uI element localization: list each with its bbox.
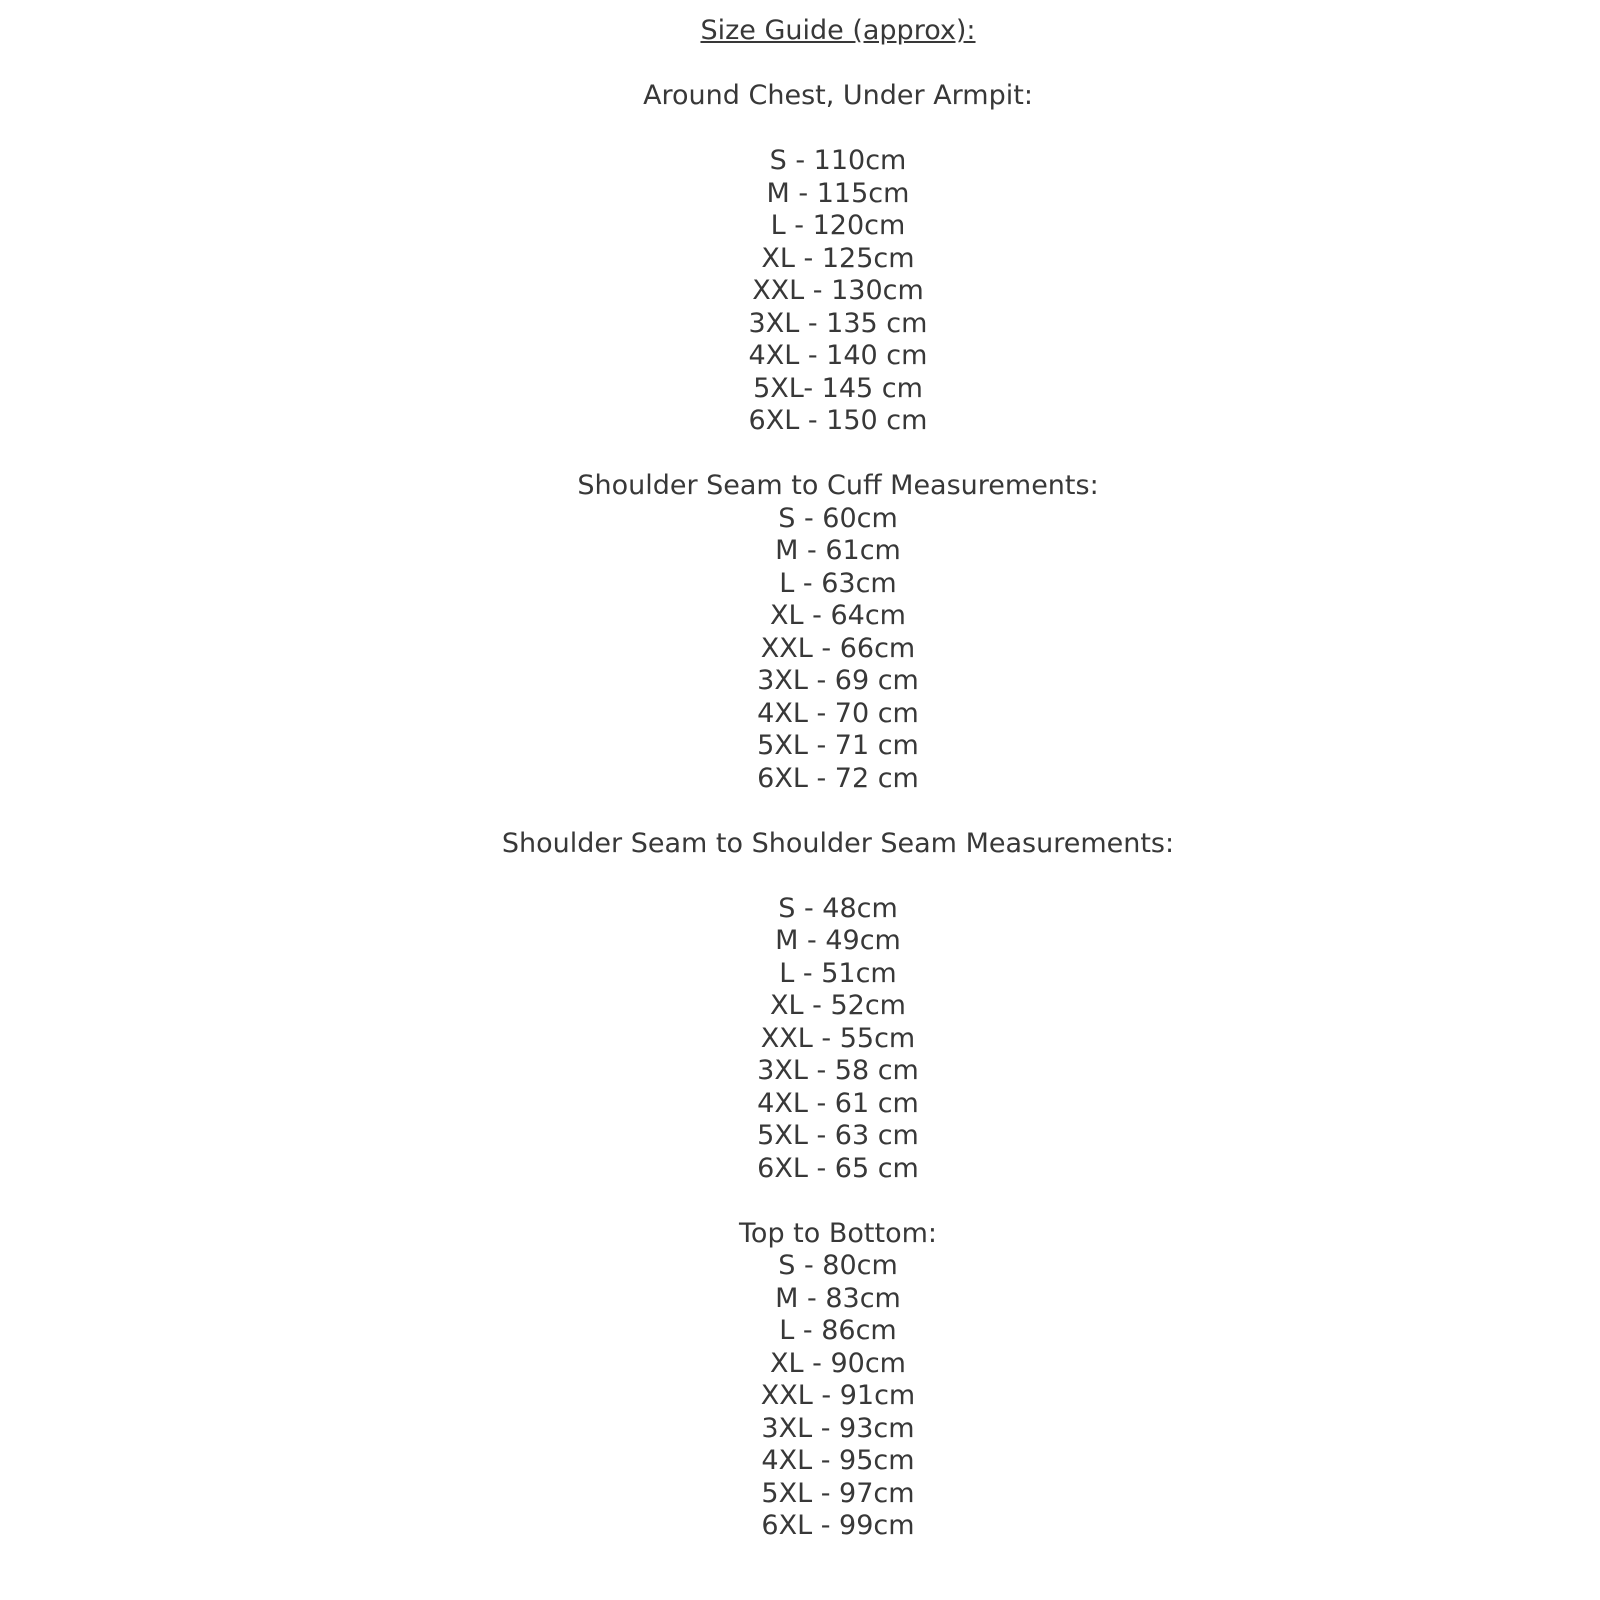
- section-top-to-bottom: [76, 1218, 1600, 1543]
- size-row: M - 49cm: [775, 925, 901, 956]
- size-row: L - 120cm: [770, 210, 906, 241]
- size-row: 5XL - 97cm: [761, 1477, 915, 1509]
- size-row: 5XL - 63 cm: [757, 1120, 919, 1151]
- section-shoulder-to-cuff: [76, 470, 1600, 795]
- section-heading: Top to Bottom:: [739, 1217, 937, 1249]
- size-row: 3XL - 69 cm: [757, 665, 919, 696]
- size-row: 4XL - 61 cm: [757, 1087, 919, 1119]
- size-row: 6XL - 99cm: [761, 1510, 915, 1541]
- size-row: L - 51cm: [779, 957, 897, 989]
- size-row: L - 86cm: [779, 1315, 897, 1346]
- page-title: Size Guide (approx):: [700, 15, 976, 46]
- size-row: 3XL - 135 cm: [748, 307, 928, 339]
- size-row: 4XL - 95cm: [761, 1445, 915, 1476]
- size-row: 5XL- 145 cm: [753, 372, 923, 404]
- size-row: XL - 90cm: [770, 1347, 906, 1379]
- size-row: XXL - 55cm: [760, 1022, 916, 1054]
- size-row: 6XL - 65 cm: [757, 1152, 919, 1184]
- section-heading: Shoulder Seam to Shoulder Seam Measurements:: [501, 827, 1175, 859]
- size-row: S - 80cm: [778, 1250, 898, 1281]
- size-row: 6XL - 72 cm: [757, 762, 919, 794]
- size-row: L - 63cm: [779, 567, 897, 599]
- size-row: 3XL - 58 cm: [757, 1055, 919, 1086]
- size-row: S - 110cm: [769, 145, 907, 176]
- size-row: XXL - 91cm: [760, 1380, 916, 1411]
- size-row: M - 115cm: [766, 177, 910, 209]
- size-row: XL - 52cm: [770, 990, 906, 1021]
- size-row: 3XL - 93cm: [761, 1412, 915, 1444]
- section-heading: Shoulder Seam to Cuff Measurements:: [577, 470, 1099, 501]
- size-row: 5XL - 71 cm: [757, 730, 919, 761]
- size-row: 4XL - 70 cm: [757, 697, 919, 729]
- size-row: M - 83cm: [775, 1282, 901, 1314]
- size-row: 6XL - 150 cm: [748, 405, 928, 436]
- size-row: XL - 125cm: [761, 242, 915, 274]
- size-row: S - 48cm: [778, 892, 898, 924]
- size-row: 4XL - 140 cm: [748, 340, 928, 371]
- section-around-chest: [76, 80, 1600, 438]
- size-row: S - 60cm: [778, 502, 898, 534]
- section-heading: Around Chest, Under Armpit:: [643, 80, 1033, 111]
- section-shoulder-to-shoulder: [76, 828, 1600, 1186]
- size-row: M - 61cm: [775, 535, 901, 566]
- size-row: XL - 64cm: [770, 600, 906, 631]
- size-row: XXL - 130cm: [752, 275, 924, 306]
- size-row: XXL - 66cm: [760, 632, 916, 664]
